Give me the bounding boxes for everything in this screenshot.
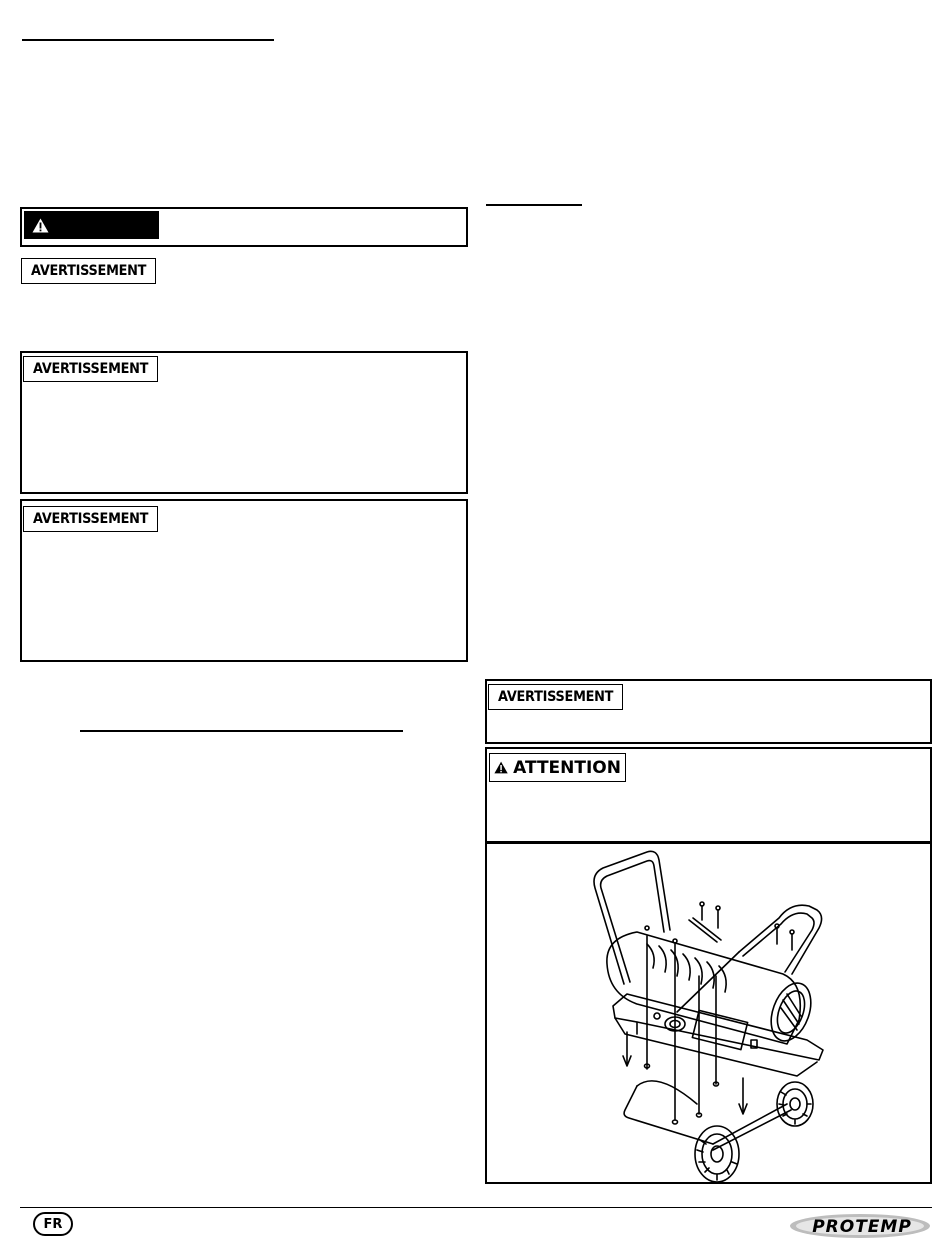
warning-label-2 (23, 356, 158, 382)
language-badge: FR (33, 1212, 73, 1236)
danger-label (24, 211, 159, 239)
warning-label-1 (21, 258, 156, 284)
warning-triangle-icon (32, 218, 49, 233)
brand-logo-text: PROTEMP (812, 1217, 912, 1237)
caution-label (489, 753, 626, 782)
heading-underline-top (22, 39, 274, 41)
caution-box (485, 747, 932, 843)
danger-box (20, 207, 468, 247)
warning-box-right (485, 679, 932, 744)
warning-label-3 (23, 506, 158, 532)
heater-assembly-illustration (487, 844, 930, 1182)
heading-underline-right (486, 204, 582, 206)
warning-label-text: AVERTISSEMENT (498, 689, 614, 705)
brand-logo (788, 1212, 932, 1240)
warning-label-text: AVERTISSEMENT (33, 511, 149, 527)
heading-underline-left-lower (80, 730, 403, 732)
caution-label-text: ATTENTION (513, 757, 621, 778)
warning-label-text: AVERTISSEMENT (31, 263, 147, 279)
warning-label-4 (488, 684, 623, 710)
warning-box-2 (20, 351, 468, 494)
warning-label-text: AVERTISSEMENT (33, 361, 149, 377)
brand-logo-graphic (788, 1212, 932, 1240)
assembly-figure (485, 842, 932, 1184)
warning-triangle-icon (494, 759, 508, 776)
footer-rule (20, 1207, 932, 1208)
warning-box-3 (20, 499, 468, 662)
